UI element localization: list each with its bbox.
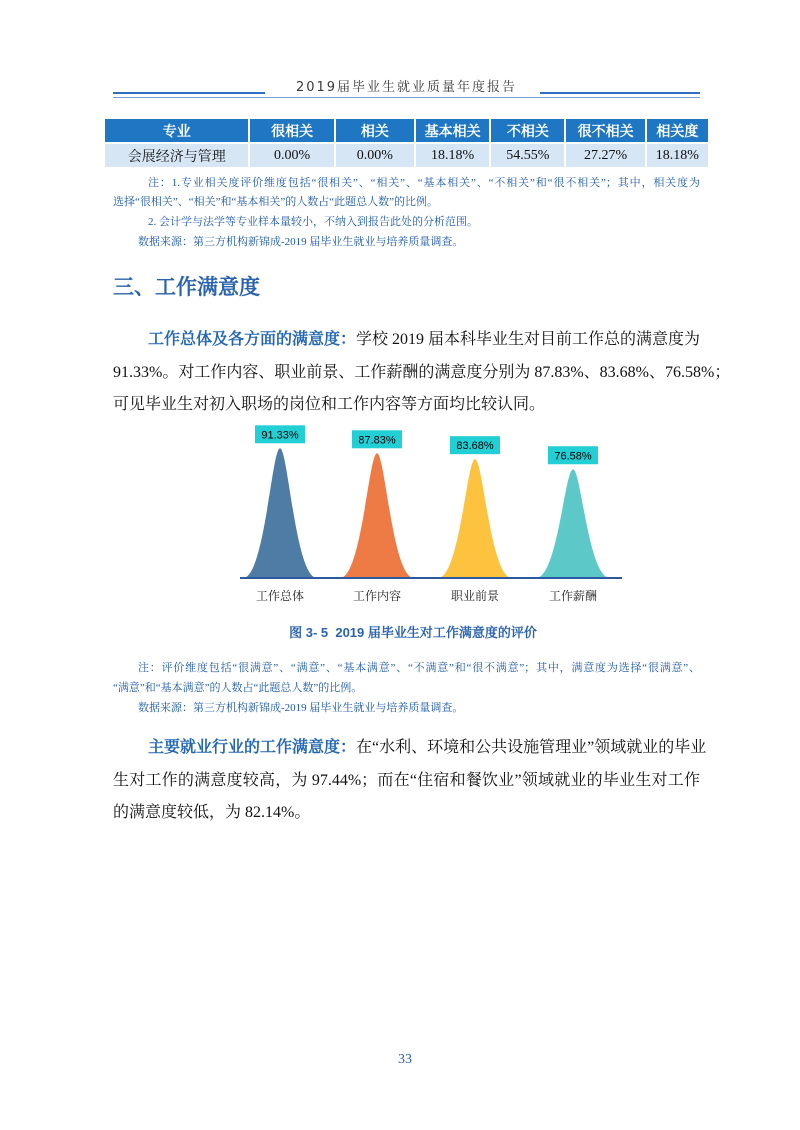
paragraph-line: 的满意度较低，为 82.14%。 — [113, 804, 311, 821]
category-label-salary: 工作薪酬 — [548, 589, 598, 603]
table-cell: 会展经济与管理 — [105, 144, 248, 167]
data-source-note: 数据来源：第三方机构新锦成-2019 届毕业生就业与培养质量调查。 — [138, 702, 464, 714]
paragraph-line: 生对工作的满意度较高，为 97.44%；而在“住宿和餐饮业”领域就业的毕业生对工作 — [113, 772, 700, 789]
table-header-cell: 很相关 — [250, 119, 333, 142]
chart-note-line: “满意”和“基本满意”的人数占“此题总人数”的比例。 — [113, 682, 363, 694]
table-cell: 0.00% — [250, 144, 333, 167]
peak-overall — [243, 448, 317, 578]
paragraph-line — [148, 330, 700, 350]
figure-caption: 图 3- 5 2019 届毕业生对工作满意度的评价 — [289, 625, 537, 640]
major-relevance-table — [103, 117, 710, 169]
paragraph-text: 在“水利、环境和公共设施管理业”领域就业的毕业 — [356, 739, 707, 756]
peak-content — [340, 453, 414, 578]
table-header-row — [105, 119, 708, 142]
header-rule-left — [113, 92, 265, 94]
data-label-prospect: 83.68% — [456, 440, 494, 453]
table-cell: 18.18% — [647, 144, 708, 167]
data-label-salary: 76.58% — [554, 450, 592, 463]
category-label-content: 工作内容 — [352, 589, 402, 603]
data-label-overall: 91.33% — [261, 429, 299, 442]
paragraph-line: 91.33%。对工作内容、职业前景、工作薪酬的满意度分别为 87.83%、83.68%、76.58%； — [113, 364, 731, 381]
chart-note-line: 注：评价维度包括“很满意”、“满意”、“基本满意”、“不满意”和“很不满意”；其中，满意度为选择“很满意”、 — [138, 662, 700, 674]
table-header-cell: 相关 — [336, 119, 414, 142]
table-header-cell: 专业 — [105, 119, 248, 142]
page-number: 33 — [398, 1052, 412, 1067]
table-cell: 27.27% — [566, 144, 644, 167]
peak-prospect — [438, 459, 512, 578]
table-cell: 54.55% — [491, 144, 564, 167]
table-header-cell: 基本相关 — [416, 119, 489, 142]
header-rule-thin — [113, 97, 700, 98]
table-header-cell: 很不相关 — [566, 119, 644, 142]
paragraph-lead: 主要就业行业的工作满意度： — [148, 739, 357, 756]
section-title: 三、工作满意度 — [113, 276, 260, 299]
satisfaction-peak-chart — [230, 415, 630, 615]
table-cell: 18.18% — [416, 144, 489, 167]
peak-salary — [536, 469, 610, 578]
header-rule-right — [540, 92, 700, 94]
table-note-line: 选择“很相关”、“相关”和“基本相关”的人数占“此题总人数”的比例。 — [113, 196, 439, 208]
table-row — [105, 144, 708, 167]
category-label-prospect: 职业前景 — [450, 589, 500, 603]
paragraph-lead: 工作总体及各方面的满意度： — [148, 331, 357, 348]
data-source-note: 数据来源：第三方机构新锦成-2019 届毕业生就业与培养质量调查。 — [138, 236, 464, 248]
table-cell: 0.00% — [336, 144, 414, 167]
table-note-line: 2. 会计学与法学等专业样本量较小，不纳入到报告此处的分析范围。 — [148, 216, 478, 228]
report-header-title: 2019届毕业生就业质量年度报告 — [295, 80, 518, 95]
table-note-line: 注：1.专业相关度评价维度包括“很相关”、“相关”、“基本相关”、“不相关”和“很不相关”；其中，相关度为 — [148, 177, 700, 189]
category-label-overall: 工作总体 — [255, 589, 305, 603]
paragraph-line — [148, 738, 707, 758]
paragraph-line: 可见毕业生对初入职场的岗位和工作内容等方面均比较认同。 — [113, 396, 546, 413]
table-header-cell: 相关度 — [647, 119, 708, 142]
data-label-content: 87.83% — [358, 434, 396, 447]
table-header-cell: 不相关 — [491, 119, 564, 142]
paragraph-text: 学校 2019 届本科毕业生对目前工作总的满意度为 — [356, 331, 701, 348]
